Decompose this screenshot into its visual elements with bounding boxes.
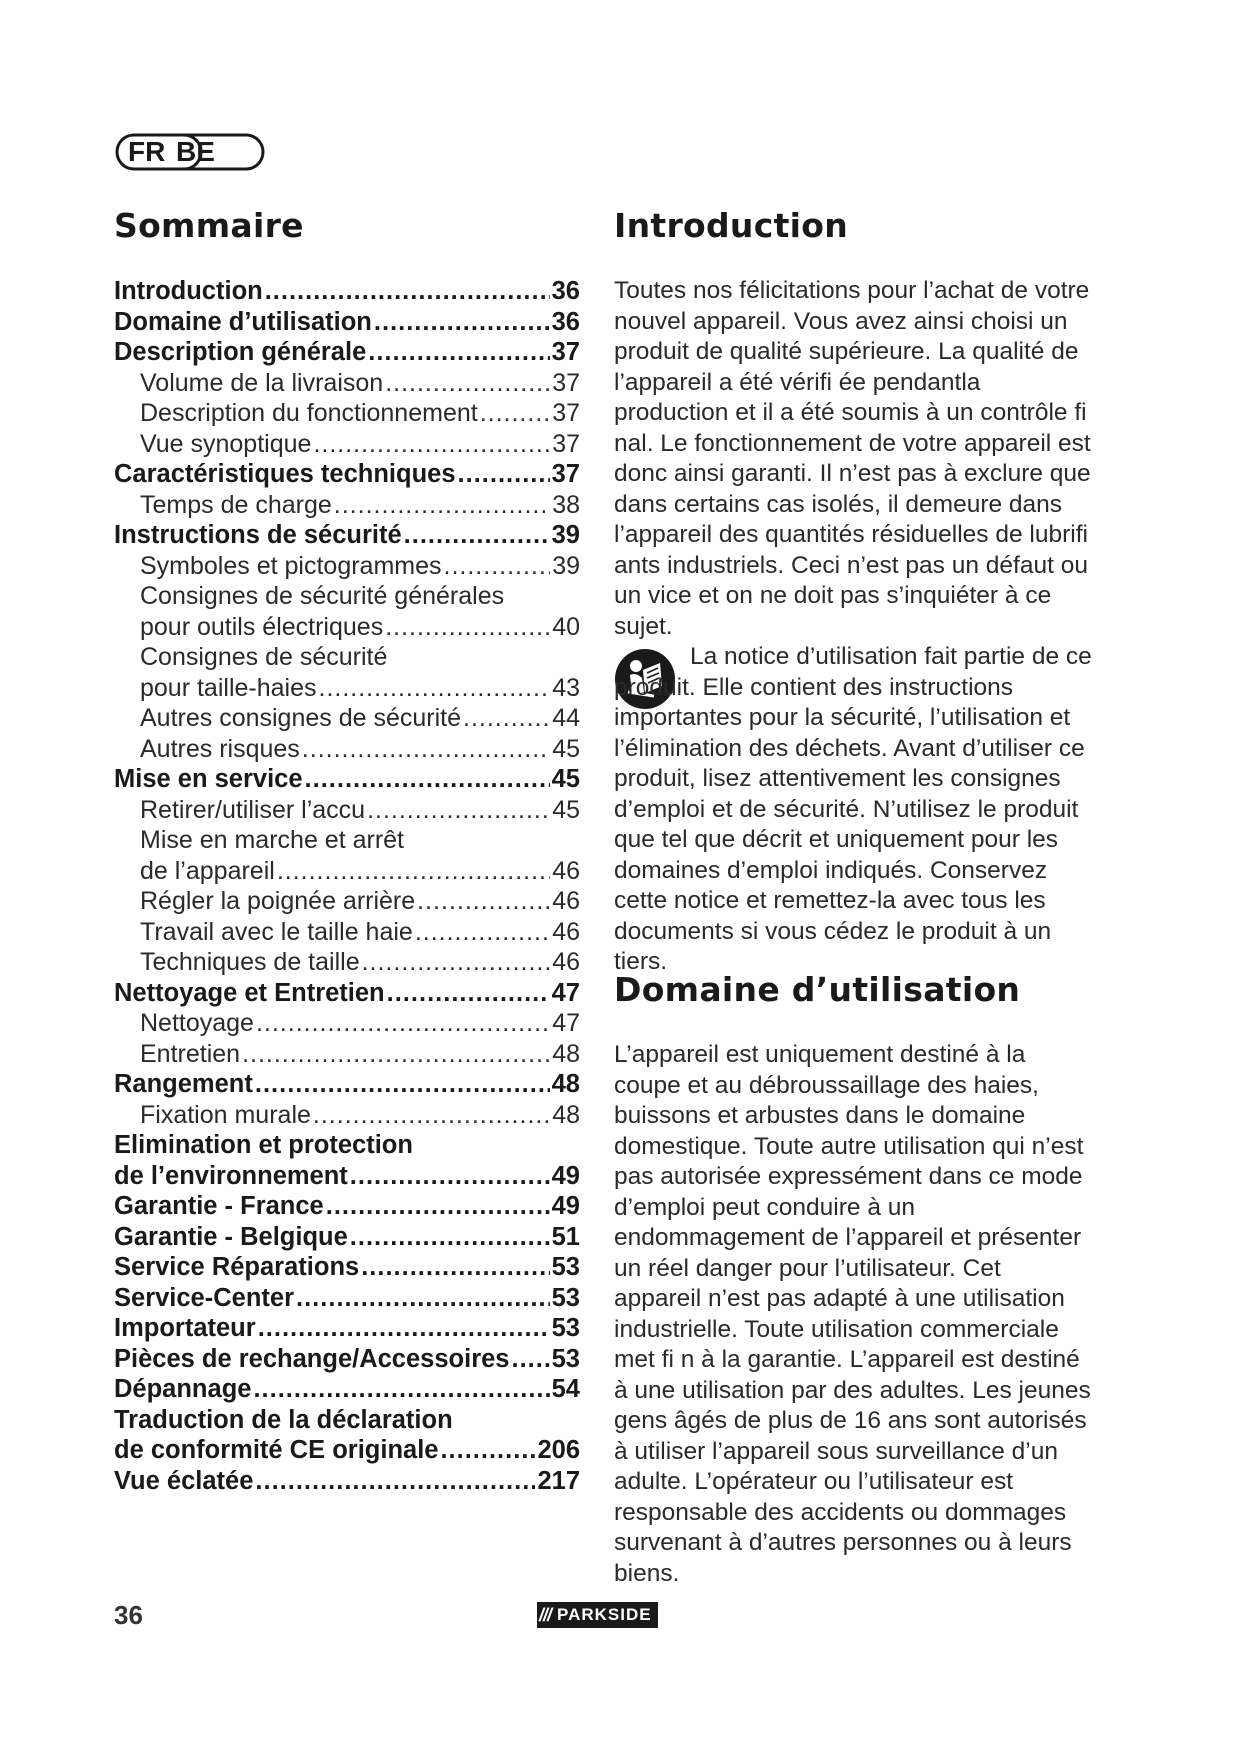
toc-entry <box>114 337 580 368</box>
toc-entry <box>114 276 580 307</box>
toc-leader-dots <box>440 1435 535 1466</box>
toc-entry-label: Instructions de sécurité <box>114 521 402 549</box>
toc-entry <box>114 886 580 917</box>
toc-entry-page: 46 <box>552 887 580 915</box>
toc-entry-page: 217 <box>537 1466 580 1495</box>
toc-leader-dots <box>404 520 550 551</box>
toc-entry <box>114 490 580 521</box>
toc-entry-page: 36 <box>551 307 580 336</box>
toc-leader-dots <box>362 947 551 978</box>
toc-entry <box>114 307 580 338</box>
toc-entry-label: Garantie - France <box>114 1192 324 1220</box>
introduction-title: Introduction <box>614 206 849 245</box>
toc-entry-page: 48 <box>552 1100 580 1129</box>
toc-entry <box>114 947 580 978</box>
toc-leader-dots <box>415 917 550 948</box>
toc-entry-label: Vue synoptique <box>140 429 312 458</box>
toc-entry <box>114 1069 580 1100</box>
toc-entry <box>114 368 580 399</box>
toc-entry <box>114 825 580 856</box>
toc-entry <box>114 1161 580 1192</box>
toc-leader-dots <box>385 612 550 643</box>
toc-leader-dots <box>417 886 550 917</box>
toc-entry <box>114 703 580 734</box>
toc-entry-label: Symboles et pictogrammes <box>140 551 442 580</box>
toc-entry-label: Consignes de sécurité générales <box>140 582 505 610</box>
toc-entry <box>114 1100 580 1131</box>
toc-entry <box>114 856 580 887</box>
toc-entry-page: 36 <box>551 277 580 305</box>
toc-entry-label: de conformité CE originale <box>114 1436 439 1464</box>
toc-leader-dots <box>258 1313 550 1344</box>
toc-entry-label: Mise en marche et arrêt <box>140 826 404 854</box>
toc-leader-dots <box>326 1191 550 1222</box>
toc-entry-page: 47 <box>551 978 580 1007</box>
toc-entry <box>114 1191 580 1222</box>
toc-leader-dots <box>463 703 550 734</box>
toc-entry <box>114 1252 580 1283</box>
toc-leader-dots <box>458 459 550 490</box>
toc-entry <box>114 1466 580 1497</box>
toc-entry <box>114 642 580 673</box>
toc-entry-label: Pièces de rechange/Accessoires <box>114 1344 510 1373</box>
toc-entry <box>114 764 580 795</box>
toc-entry <box>114 1008 580 1039</box>
language-code-fr: FR <box>128 136 166 167</box>
toc-entry <box>114 1435 580 1466</box>
toc-entry-page: 48 <box>552 1039 580 1068</box>
toc-entry-page: 53 <box>551 1344 580 1373</box>
toc-entry-page: 40 <box>552 612 580 641</box>
toc-leader-dots <box>313 1100 550 1131</box>
domain-paragraph: L’appareil est uniquement destiné à la coupe et au débroussaillage des haies, buissons et arbustes dans le domaine domestique. Toute autre utilisation qui n’est pas autorisée expressément dans ce mode d’emploi peut conduire à un endommagement de l’appareil et présenter un réel danger pour l’utilisateur. Cet appareil n’est pas adapté à une utilisation industrielle. Toute utilisation commerciale met fi n à la garantie. L’appareil est destiné à une utilisation par des adultes. Les jeunes gens âgés de plus de 16 ans sont autorisés à utiliser l’appareil sous surveillance d’un adulte. L’opérateur ou l’utilisateur est responsable des accidents ou dommages survenant à d’autres personnes ou à leurs biens. <box>614 1041 1091 1587</box>
toc-leader-dots <box>368 337 549 368</box>
toc-entry-label: Régler la poignée arrière <box>140 887 416 915</box>
toc-leader-dots <box>255 1069 550 1100</box>
toc-leader-dots <box>256 1008 550 1039</box>
toc-entry-label: pour outils électriques <box>140 612 384 641</box>
toc-entry-page: 45 <box>552 795 580 824</box>
toc-title: Sommaire <box>114 206 304 245</box>
toc-entry-label: Temps de charge <box>140 490 332 519</box>
toc-entry <box>114 1344 580 1375</box>
toc-leader-dots <box>387 978 550 1009</box>
toc-entry <box>114 1222 580 1253</box>
toc-leader-dots <box>305 764 550 795</box>
toc-entry <box>114 612 580 643</box>
toc-entry-label: Garantie - Belgique <box>114 1222 348 1251</box>
toc-entry-page: 46 <box>552 948 580 976</box>
toc-entry <box>114 978 580 1009</box>
toc-entry-label: de l’appareil <box>140 856 275 885</box>
toc-entry-page: 49 <box>551 1192 580 1220</box>
toc-entry <box>114 1405 580 1436</box>
toc-leader-dots <box>444 551 551 582</box>
toc-entry-page: 48 <box>551 1070 580 1098</box>
toc-entry <box>114 398 580 429</box>
toc-leader-dots <box>367 795 550 826</box>
toc-entry-label: Elimination et protection <box>114 1131 413 1159</box>
toc-entry-label: Fixation murale <box>140 1100 311 1129</box>
toc-entry-label: Service-Center <box>114 1283 295 1312</box>
toc-entry <box>114 1313 580 1344</box>
toc-entry <box>114 1039 580 1070</box>
manual-notice-paragraph: La notice d’utilisation fait partie de ce produit. Elle contient des instructions importantes pour la sécurité, l’utilisation et l’élimination des déchets. Avant d’utiliser ce produit, lisez attentivement les consignes d’emploi et de sécurité. N’utilisez le produit que tel que décrit et uniquement pour les domaines d’emploi indiqués. Conservez cette notice et remettez-la avec tous les documents si vous cédez le produit à un tiers. <box>614 643 1092 975</box>
toc-leader-dots <box>302 734 550 765</box>
toc-entry-page: 39 <box>551 521 580 549</box>
toc-leader-dots <box>374 307 550 338</box>
page-number: 36 <box>114 1600 143 1630</box>
toc-entry-page: 54 <box>551 1375 580 1403</box>
toc-leader-dots <box>350 1222 550 1253</box>
toc-entry <box>114 1374 580 1405</box>
toc-entry-label: Mise en service <box>114 765 303 793</box>
toc-entry-label: Travail avec le taille haie <box>140 917 413 946</box>
toc-entry-page: 51 <box>551 1222 580 1251</box>
toc-entry-label: Domaine d’utilisation <box>114 307 372 336</box>
toc-leader-dots <box>334 490 550 521</box>
toc-entry-page: 46 <box>552 856 580 885</box>
toc-entry-page: 37 <box>551 460 580 488</box>
toc-entry-label: Introduction <box>114 277 263 305</box>
toc-entry-page: 45 <box>551 765 580 793</box>
toc-entry-label: Techniques de taille <box>140 948 360 976</box>
toc-entry-label: Autres risques <box>140 734 300 763</box>
toc-entry-page: 39 <box>552 551 580 580</box>
toc-entry-page: 49 <box>551 1161 580 1190</box>
toc-leader-dots <box>255 1466 535 1497</box>
toc-list <box>114 276 580 1496</box>
toc-leader-dots <box>480 398 550 429</box>
toc-entry-label: Retirer/utiliser l’accu <box>140 795 366 824</box>
brand-slashes: /// <box>539 1604 552 1625</box>
toc-entry-page: 47 <box>552 1009 580 1037</box>
toc-entry-label: Caractéristiques techniques <box>114 460 456 488</box>
toc-entry <box>114 429 580 460</box>
toc-entry-label: Traduction de la déclaration <box>114 1405 453 1434</box>
toc-entry-label: Consignes de sécurité <box>140 643 388 671</box>
toc-entry-page: 37 <box>552 429 580 458</box>
toc-leader-dots <box>319 673 551 704</box>
toc-entry-page: 53 <box>551 1283 580 1312</box>
toc-leader-dots <box>277 856 550 887</box>
toc-entry-page: 46 <box>552 917 580 946</box>
toc-leader-dots <box>385 368 550 399</box>
toc-leader-dots <box>253 1374 549 1405</box>
toc-entry-label: Importateur <box>114 1314 256 1342</box>
toc-leader-dots <box>350 1161 550 1192</box>
toc-leader-dots <box>265 276 550 307</box>
toc-entry-label: Nettoyage et Entretien <box>114 978 385 1007</box>
toc-entry-page: 206 <box>537 1436 580 1464</box>
parkside-logo <box>537 1602 658 1628</box>
toc-entry-page: 53 <box>551 1253 580 1281</box>
toc-entry <box>114 459 580 490</box>
toc-entry <box>114 551 580 582</box>
toc-entry-label: Rangement <box>114 1070 253 1098</box>
toc-entry-label: Autres consignes de sécurité <box>140 704 462 732</box>
brand-name: PARKSIDE <box>557 1605 652 1624</box>
toc-leader-dots <box>296 1283 550 1314</box>
toc-entry-label: Dépannage <box>114 1375 252 1403</box>
toc-leader-dots <box>512 1344 550 1375</box>
toc-entry-label: de l’environnement <box>114 1161 348 1190</box>
domain-title: Domaine d’utilisation <box>614 970 1021 1009</box>
toc-entry-page: 37 <box>552 368 580 397</box>
toc-entry <box>114 581 580 612</box>
toc-entry-label: Entretien <box>140 1039 241 1068</box>
toc-entry <box>114 795 580 826</box>
toc-entry <box>114 673 580 704</box>
toc-entry <box>114 917 580 948</box>
toc-leader-dots <box>242 1039 550 1070</box>
toc-entry-label: Volume de la livraison <box>140 368 384 397</box>
toc-entry <box>114 1283 580 1314</box>
toc-entry-label: pour taille-haies <box>140 673 317 702</box>
toc-entry-page: 53 <box>551 1314 580 1342</box>
toc-entry <box>114 734 580 765</box>
toc-entry-label: Description du fonctionnement <box>140 399 478 427</box>
toc-entry <box>114 520 580 551</box>
toc-entry-page: 38 <box>552 490 580 519</box>
toc-entry-page: 43 <box>552 673 580 702</box>
toc-leader-dots <box>361 1252 549 1283</box>
introduction-paragraph: Toutes nos félicitations pour l’achat de votre nouvel appareil. Vous avez ainsi choisi un produit de qualité supérieure. La qualité de l’appareil a été vérifi ée pendantla production et il a été soumis à un contrôle fi nal. Le fonctionnement de votre appareil est donc ainsi garanti. Il n’est pas à exclure que dans certains cas isolés, il demeure dans l’appareil des quantités résiduelles de lubrifi ants industriels. Ceci n’est pas un défaut ou un vice et on ne doit pas s’inquiéter à ce sujet. <box>614 277 1091 640</box>
toc-leader-dots <box>313 429 550 460</box>
toc-entry-label: Description générale <box>114 338 367 366</box>
language-code-be: BE <box>176 136 215 167</box>
toc-entry-label: Nettoyage <box>140 1009 254 1037</box>
toc-entry-page: 45 <box>552 734 580 763</box>
toc-entry-page: 37 <box>552 399 580 427</box>
toc-entry <box>114 1130 580 1161</box>
language-badge <box>114 132 266 172</box>
toc-entry-label: Vue éclatée <box>114 1466 254 1495</box>
toc-entry-page: 37 <box>551 338 580 366</box>
toc-entry-page: 44 <box>552 704 580 732</box>
toc-entry-label: Service Réparations <box>114 1253 360 1281</box>
